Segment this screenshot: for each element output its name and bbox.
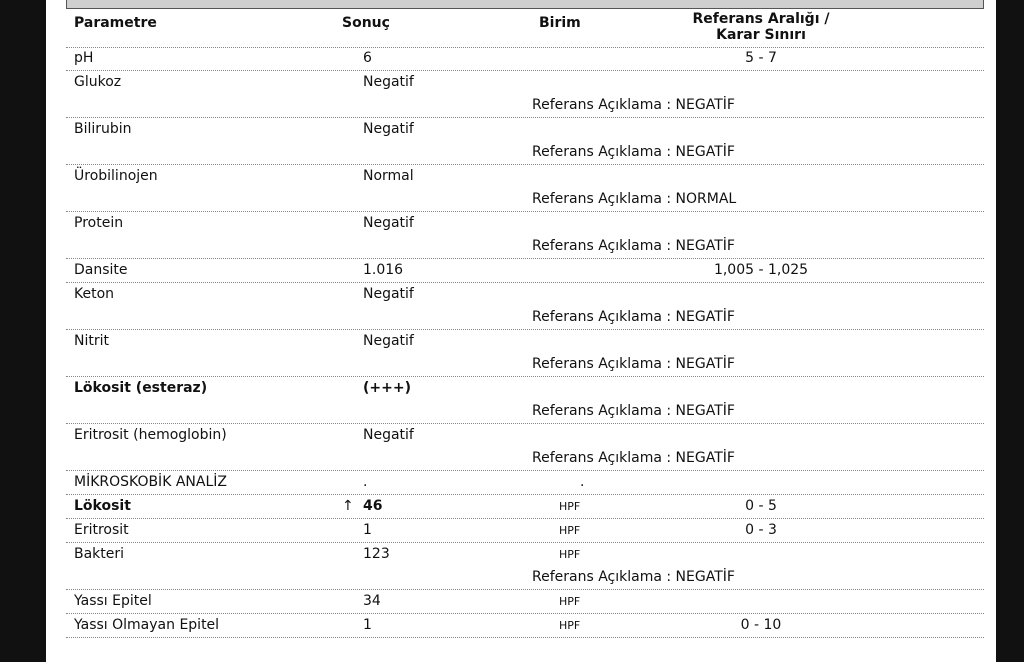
header-result: Sonuç <box>342 15 390 31</box>
row-result: 123 <box>363 546 390 562</box>
row-unit: . <box>580 474 585 490</box>
row-unit: HPF <box>559 548 581 561</box>
report-page <box>46 0 996 662</box>
row-result: Negatif <box>363 427 414 443</box>
row-reference: 0 - 10 <box>740 617 782 633</box>
row-parameter: Yassı Olmayan Epitel <box>74 617 220 633</box>
row-parameter: Nitrit <box>74 333 109 349</box>
row-result: 34 <box>363 593 381 609</box>
row-reference-description: Referans Açıklama : NEGATİF <box>532 144 735 160</box>
table-row <box>66 212 984 259</box>
row-parameter: Keton <box>74 286 115 302</box>
row-parameter: Bakteri <box>74 546 125 562</box>
row-reference-description: Referans Açıklama : NEGATİF <box>532 569 735 585</box>
top-bar <box>66 0 984 9</box>
table-row <box>66 543 984 590</box>
row-parameter: pH <box>74 50 94 66</box>
row-result: 1 <box>363 617 372 633</box>
table-row <box>66 283 984 330</box>
row-result: (+++) <box>363 380 411 396</box>
row-reference-description: Referans Açıklama : NEGATİF <box>532 238 735 254</box>
row-reference: 5 - 7 <box>745 50 777 66</box>
row-reference-description: Referans Açıklama : NORMAL <box>532 191 737 207</box>
row-reference-description: Referans Açıklama : NEGATİF <box>532 450 735 466</box>
table-row <box>66 377 984 424</box>
row-parameter: Bilirubin <box>74 121 132 137</box>
row-result: Negatif <box>363 286 414 302</box>
row-result: Normal <box>363 168 414 184</box>
header-unit: Birim <box>539 15 581 31</box>
table-header <box>66 11 984 48</box>
table-row <box>66 330 984 377</box>
table-row <box>66 495 984 519</box>
row-unit: HPF <box>559 595 581 608</box>
row-result: 1 <box>363 522 372 538</box>
row-parameter: Glukoz <box>74 74 122 90</box>
row-unit: HPF <box>559 500 581 513</box>
row-parameter: Yassı Epitel <box>74 593 152 609</box>
row-reference: 1,005 - 1,025 <box>713 262 809 278</box>
table-row <box>66 614 984 638</box>
row-result: 1.016 <box>363 262 404 278</box>
row-result: Negatif <box>363 215 414 231</box>
row-parameter: Lökosit (esteraz) <box>74 380 208 396</box>
row-reference: 0 - 5 <box>745 498 777 514</box>
row-result: . <box>363 474 368 490</box>
row-reference-description: Referans Açıklama : NEGATİF <box>532 356 735 372</box>
table-row <box>66 165 984 212</box>
row-result: 46 <box>363 498 383 514</box>
row-parameter: Eritrosit (hemoglobin) <box>74 427 227 443</box>
row-reference-description: Referans Açıklama : NEGATİF <box>532 403 735 419</box>
row-result: Negatif <box>363 121 414 137</box>
row-unit: HPF <box>559 619 581 632</box>
table-row <box>66 471 984 495</box>
row-reference-description: Referans Açıklama : NEGATİF <box>532 309 735 325</box>
table-row <box>66 519 984 543</box>
row-parameter: MİKROSKOBİK ANALİZ <box>74 474 227 490</box>
table-row <box>66 424 984 471</box>
table-row <box>66 71 984 118</box>
row-result: Negatif <box>363 74 414 90</box>
header-reference <box>646 11 876 43</box>
high-flag-icon: ↑ <box>342 498 354 514</box>
table-row <box>66 259 984 283</box>
table-row <box>66 47 984 71</box>
row-parameter: Dansite <box>74 262 128 278</box>
results-table <box>66 47 984 638</box>
row-parameter: Lökosit <box>74 498 131 514</box>
row-result: Negatif <box>363 333 414 349</box>
table-row <box>66 118 984 165</box>
header-reference-line1: Referans Aralığı / <box>692 11 830 27</box>
row-reference-description: Referans Açıklama : NEGATİF <box>532 97 735 113</box>
header-reference-line2: Karar Sınırı <box>716 27 806 43</box>
row-parameter: Protein <box>74 215 124 231</box>
row-reference: 0 - 3 <box>745 522 777 538</box>
row-parameter: Eritrosit <box>74 522 129 538</box>
row-unit: HPF <box>559 524 581 537</box>
table-row <box>66 590 984 614</box>
header-parameter: Parametre <box>74 15 157 31</box>
row-parameter: Ürobilinojen <box>74 168 158 184</box>
row-result: 6 <box>363 50 372 66</box>
